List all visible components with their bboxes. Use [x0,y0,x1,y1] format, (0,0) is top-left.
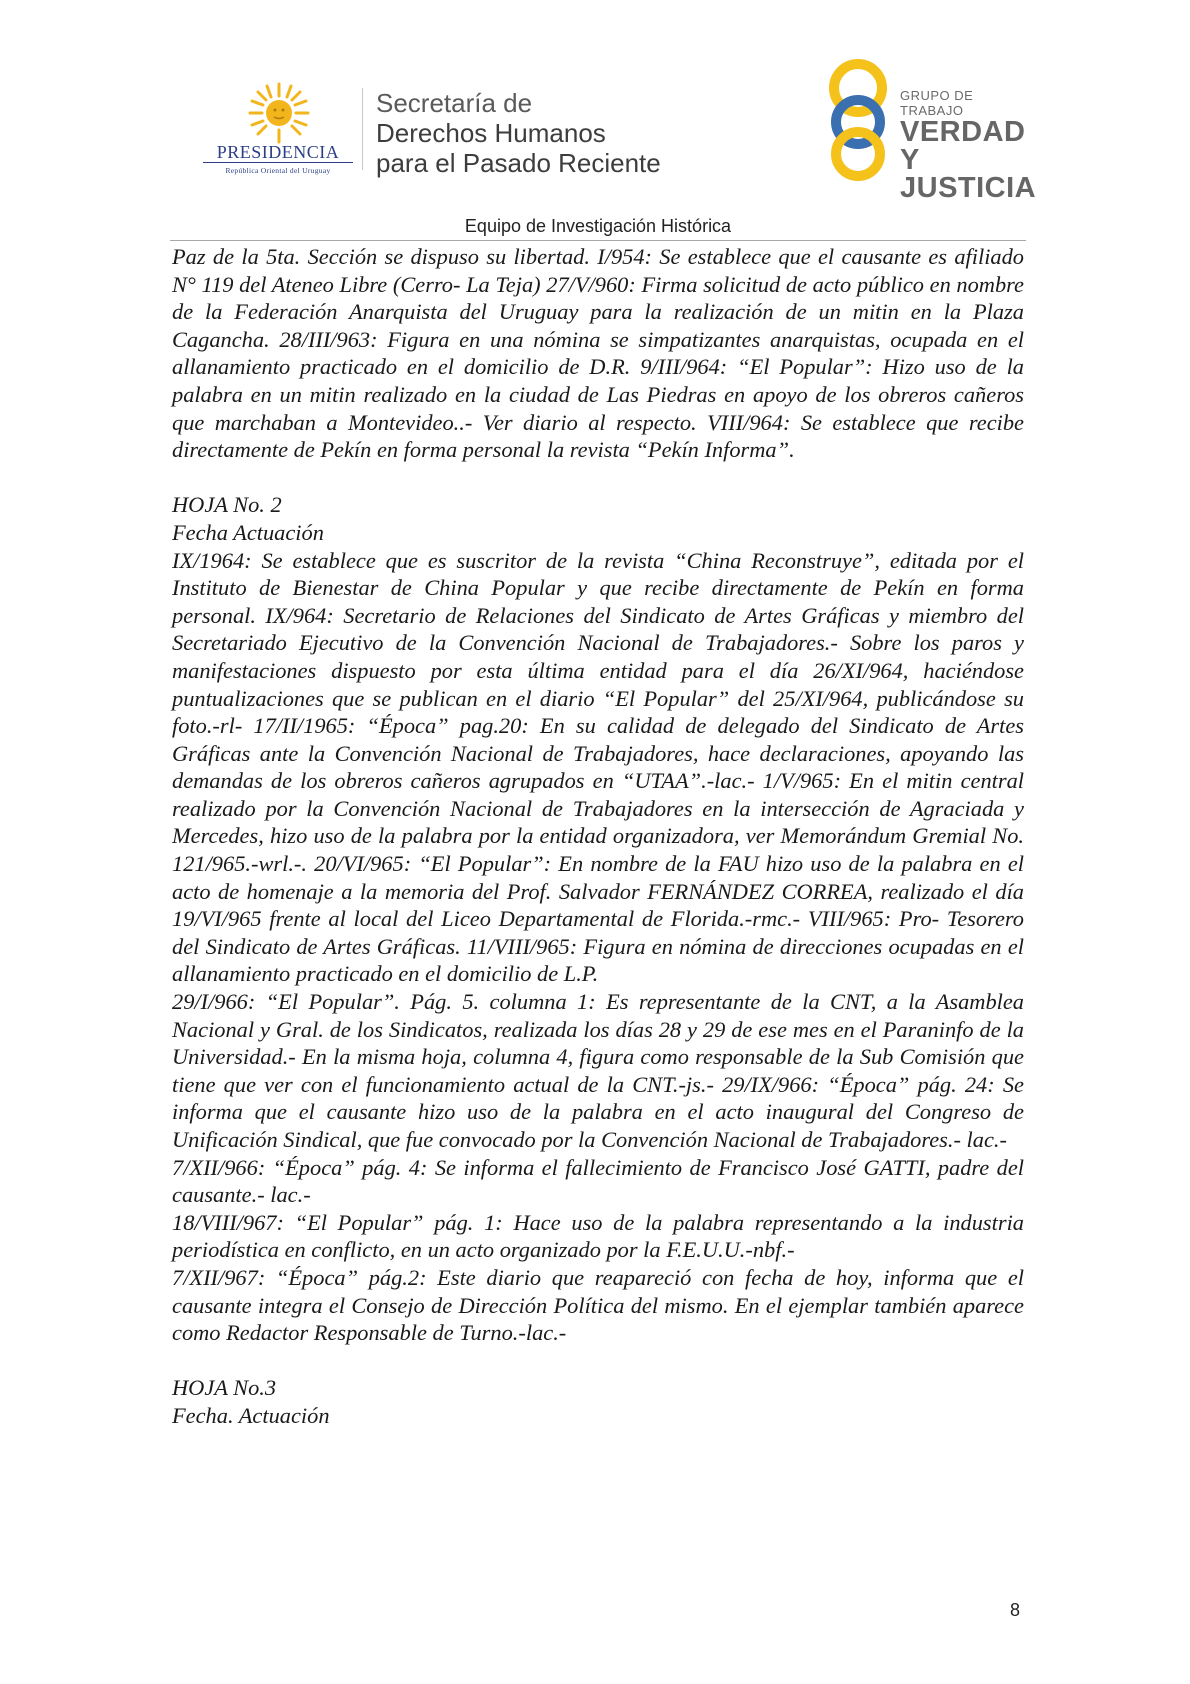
paragraph-5: 18/VIII/967: “El Popular” pág. 1: Hace uso de la palabra representando a la industria periodística en conflicto, en un acto organizado por la F.E.U.U.-nbf.- [172,1209,1024,1263]
presidencia-logo [193,80,363,180]
paragraph-4: 7/XII/966: “Época” pág. 4: Se informa el fallecimiento de Francisco José GATTI, padre del causante.- lac.- [172,1154,1024,1208]
paragraph-1: Paz de la 5ta. Sección se dispuso su libertad. I/954: Se establece que el causante es afiliado N° 119 del Ateneo Libre (Cerro- La Teja) 27/V/960: Firma solicitud de acto público en nombre de la Federación Anarquista del Uruguay para la realización de un mitin en la Plaza Cagancha. 28/III/963: Figura en una nómina se simpatizantes anarquistas, ocupada en el allanamiento practicado en el domicilio de D.R. 9/III/964: “El Popular”: Hizo uso de la palabra en un mitin realizado en la ciudad de Las Piedras en apoyo de los obreros cañeros que marchaban a Montevideo..- Ver diario al respecto. VIII/964: Se establece que recibe directamente de Pekín en forma personal la revista “Pekín Informa”. [172,244,1024,463]
page-number: 8 [1010,1600,1021,1620]
presidencia-name: PRESIDENCIA [216,142,340,162]
secretaria-line-2: Derechos Humanos [376,118,606,148]
presidencia-rule [203,162,353,163]
verdad-justicia-logo [820,58,1040,204]
linked-rings-icon [820,58,896,184]
hoja-3-title: HOJA No.3 [172,1375,277,1401]
verdad-justicia-text [900,88,1040,202]
verdad-label: VERDAD Y [900,116,1026,176]
hoja-2-title: HOJA No. 2 [172,492,282,518]
grupo-trabajo-label: GRUPO DE TRABAJO [900,88,974,118]
paragraph-6: 7/XII/967: “Época” pág.2: Este diario que reapareció con fecha de hoy, informa que el causante integra el Consejo de Dirección Política del mismo. En el ejemplar también aparece como Redactor Responsable de Turno.-lac.- [172,1264,1024,1346]
hoja-3-subtitle: Fecha. Actuación [172,1402,330,1428]
header-divider [362,88,363,170]
spacer [172,464,1024,492]
sun-emblem-icon [248,82,310,144]
document-body [172,243,1024,1430]
secretaria-logo-text [376,88,661,178]
justicia-label: JUSTICIA [900,172,1037,204]
paragraph-2: IX/1964: Se establece que es suscritor de la revista “China Reconstruye”, editada por el Instituto de Bienestar de China Popular y que recibe directamente de Pekín en forma personal. IX/964: Secretario de Relaciones del Sindicato de Artes Gráficas y miembro del Secretariado Ejecutivo de la Convención Nacional de Trabajadores.- Sobre los paros y manifestaciones dispuesto por esta última entidad para el día 26/XI/964, haciéndose puntualizaciones que se publican en el diario “El Popular” del 25/XI/964, publicándose su foto.-rl- 17/II/1965: “Época” pag.20: En su calidad de delegado del Sindicato de Artes Gráficas ante la Convención Nacional de Trabajadores, hace declaraciones, apoyando las demandas de los obreros cañeros agrupados en “UTAA”.-lac.- 1/V/965: En el mitin central realizado por la Convención Nacional de Trabajadores en la intersección de Agraciada y Mercedes, hizo uso de la palabra por la entidad organizadora, ver Memorándum Gremial No. 121/965.-wrl.-. 20/VI/965: “El Popular”: En nombre de la FAU hizo uso de la palabra en el acto de homenaje a la memoria del Prof. Salvador FERNÁNDEZ CORREA, realizado el día 19/VI/965 frente al local del Liceo Departamental de Florida.-rmc.- VIII/965: Pro- Tesorero del Sindicato de Artes Gráficas. 11/VIII/965: Figura en nómina de direcciones ocupadas en el allanamiento practicado en el domicilio de L.P. [172,547,1024,987]
secretaria-line-3: para el Pasado Reciente [376,148,661,178]
hoja-2-subtitle: Fecha Actuación [172,519,324,545]
secretaria-line-1: Secretaría de [376,88,533,118]
presidencia-subtitle: República Oriental del Uruguay [225,166,331,175]
spacer [172,1347,1024,1375]
header-rule [170,240,1026,241]
paragraph-3: 29/I/966: “El Popular”. Pág. 5. columna 1: Es representante de la CNT, a la Asamblea Nacional y Gral. de los Sindicatos, realizada los días 28 y 29 de ese mes en el Paraninfo de la Universidad.- En la misma hoja, columna 4, figura como responsable de la Sub Comisión que tiene que ver con el funcionamiento actual de la CNT.-js.- 29/IX/966: “Época” pág. 24: Se informa que el causante hizo uso de la palabra en el acto inaugural del Congreso de Unificación Sindical, que fue convocado por la Convención Nacional de Trabajadores.- lac.- [172,989,1024,1152]
team-title: Equipo de Investigación Histórica [464,216,732,236]
